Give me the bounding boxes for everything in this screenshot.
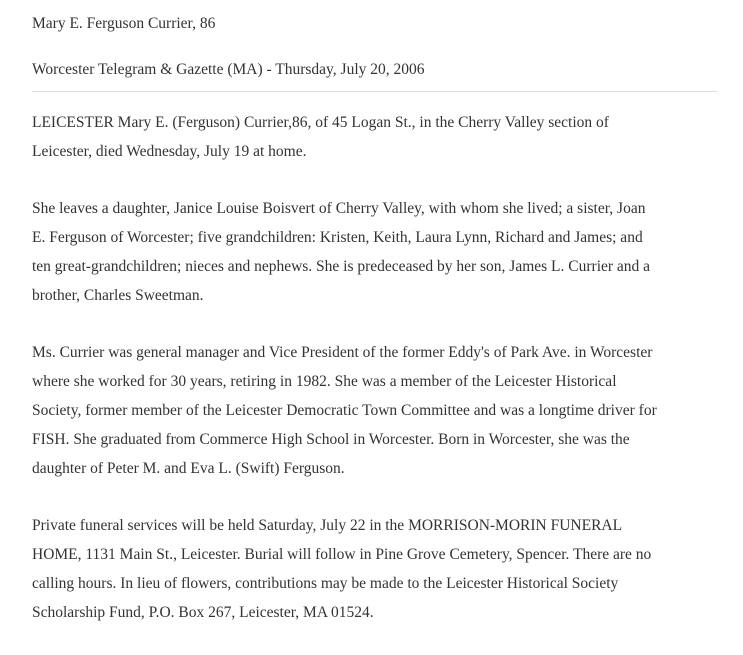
text-line: LEICESTER Mary E. (Ferguson) Currier,86, of 45 Logan St., in the Cherry Valley section of <box>32 114 609 131</box>
text-line: brother, Charles Sweetman. <box>32 287 204 304</box>
text-line: daughter of Peter M. and Eva L. (Swift) Ferguson. <box>32 460 345 477</box>
text-line: Scholarship Fund, P.O. Box 267, Leicester, MA 01524. <box>32 604 374 621</box>
divider <box>32 91 717 92</box>
paragraph-death-notice <box>32 108 718 166</box>
text-line: E. Ferguson of Worcester; five grandchildren: Kristen, Keith, Laura Lynn, Richard and James; and <box>32 229 643 246</box>
text-line: Society, former member of the Leicester Democratic Town Committee and was a longtime driver for <box>32 402 657 419</box>
paragraph-survivors <box>32 194 718 310</box>
text-line: FISH. She graduated from Commerce High School in Worcester. Born in Worcester, she was the <box>32 431 630 448</box>
text-line: She leaves a daughter, Janice Louise Boisvert of Cherry Valley, with whom she lived; a sister, Joan <box>32 200 646 217</box>
text-line: Ms. Currier was general manager and Vice President of the former Eddy's of Park Ave. in Worcester <box>32 344 653 361</box>
text-line: Private funeral services will be held Saturday, July 22 in the MORRISON-MORIN FUNERAL <box>32 517 623 534</box>
text-line: HOME, 1131 Main St., Leicester. Burial will follow in Pine Grove Cemetery, Spencer. There are no <box>32 546 652 563</box>
text-line: where she worked for 30 years, retiring in 1982. She was a member of the Leicester Historical <box>32 373 617 390</box>
text-line: calling hours. In lieu of flowers, contributions may be made to the Leicester Historical Society <box>32 575 619 592</box>
paragraph-biography <box>32 338 718 483</box>
page-title: Mary E. Ferguson Currier, 86 <box>32 15 216 32</box>
text-line: ten great-grandchildren; nieces and nephews. She is predeceased by her son, James L. Currier and a <box>32 258 651 275</box>
paragraph-services <box>32 511 718 627</box>
obituary-body <box>32 108 718 655</box>
text-line: Leicester, died Wednesday, July 19 at home. <box>32 143 307 160</box>
source-line: Worcester Telegram & Gazette (MA) - Thursday, July 20, 2006 <box>32 61 425 78</box>
